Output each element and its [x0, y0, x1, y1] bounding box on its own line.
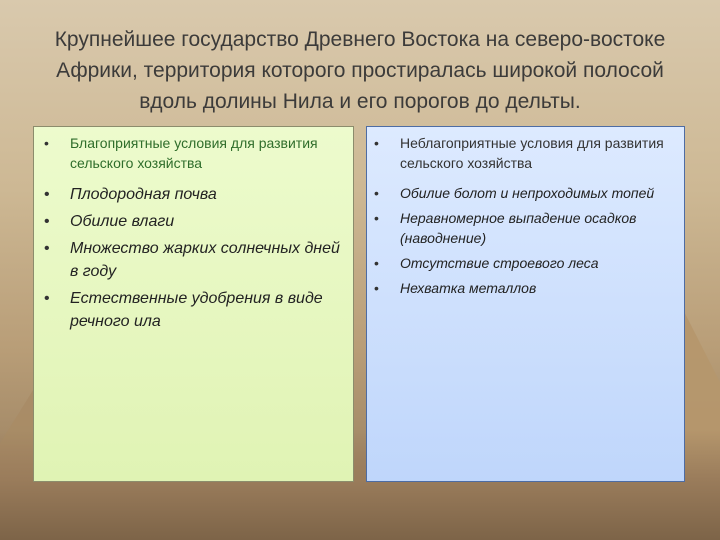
list-item: • Отсутствие строевого леса	[400, 253, 683, 273]
list-item: • Естественные удобрения в виде речного ила	[70, 287, 345, 333]
list-item: • Нехватка металлов	[400, 278, 683, 298]
favorable-conditions-list	[34, 127, 345, 333]
list-item: • Множество жарких солнечных дней в году	[70, 237, 345, 283]
unfavorable-conditions-list	[367, 127, 683, 298]
list-item: • Плодородная почва	[70, 183, 345, 206]
slide-title: Крупнейшее государство Древнего Востока на северо-востоке Африки, территория которого простиралась широкой полосой вдоль долины Нила и его порогов до дельты.	[54, 28, 666, 113]
favorable-heading: • Благоприятные условия для развития сельского хозяйства	[70, 133, 345, 173]
list-item: • Обилие болот и непроходимых топей	[400, 183, 683, 203]
list-item: • Неравномерное выпадение осадков (наводнение)	[400, 208, 683, 248]
list-item: • Обилие влаги	[70, 210, 345, 233]
favorable-conditions-panel	[33, 126, 354, 482]
unfavorable-heading: • Неблагоприятные условия для развития сельского хозяйства	[400, 133, 683, 173]
unfavorable-conditions-panel	[366, 126, 685, 482]
